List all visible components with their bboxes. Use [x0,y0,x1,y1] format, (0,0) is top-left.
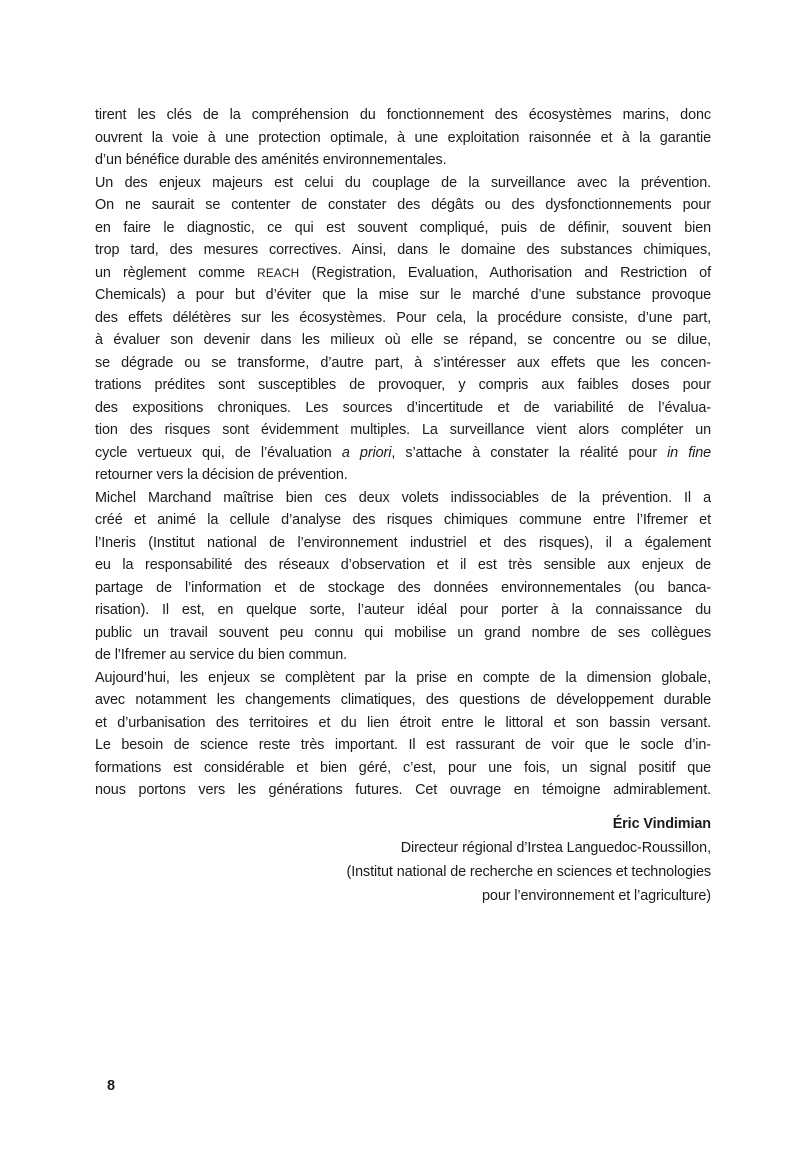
body-text: en faire le diagnostic, ce qui est souvent compliqué, puis de définir, souvent bien [95,219,711,236]
body-text: Le besoin de science reste très important. Il est rassurant de voir que le socle d’in- [95,737,711,753]
body-text: à évaluer son devenir dans les milieux où elle se répand, se concentre ou se dilue, [95,332,711,348]
text-line [95,127,711,150]
body-text: d’un bénéfice durable des aménités environnementales. [95,152,447,168]
body-text: trations prédites sont susceptibles de provoquer, y compris aux faibles doses pour [95,377,711,393]
paragraph [95,172,711,487]
signature-name: Éric Vindimian [612,815,711,832]
text-line [95,262,711,285]
body-text: retourner vers la décision de prévention. [95,467,348,483]
body-text: des expositions chroniques. Les sources d’incertitude et de variabilité de l’évalua- [95,399,711,416]
body-text: Chemicals) a pour but d’éviter que la mise sur le marché d’une substance provoque [95,287,711,303]
body-text: ouvrent la voie à une protection optimale, à une exploitation raisonnée et à la garantie [95,129,711,146]
text-line [95,284,711,307]
signature-role-line: pour l’environnement et l’agriculture) [482,887,711,904]
text-line [95,374,711,397]
body-text: , s’attache à constater la réalité pour [391,444,668,461]
text-line [95,487,711,510]
paragraphs-container [95,104,711,802]
signature-role-line: Directeur régional d’Irstea Languedoc-Roussillon, [400,839,711,856]
body-text: et d’urbanisation des territoires et du lien étroit entre le littoral et son bassin versant. [95,714,711,731]
text-line [95,397,711,420]
text-line [95,622,711,645]
signature-role-lines [95,836,711,908]
text-line [95,352,711,375]
body-text: Aujourd’hui, les enjeux se complètent par la prise en compte de la dimension globale, [95,669,711,686]
text-line [95,532,711,555]
body-text: public un travail souvent peu connu qui mobilise un grand nombre de ses collègues [95,624,711,641]
body-text: cycle vertueux qui, de l’évaluation [95,444,342,461]
italic-text: in fine [667,444,712,461]
text-line [95,554,711,577]
text-line [95,442,711,465]
body-text: se dégrade ou se transforme, d’autre part, à s’intéresser aux effets que les concen- [95,354,711,371]
signature-role-line: (Institut national de recherche en sciences et technologies [346,863,711,880]
paragraph [95,487,711,667]
text-line [95,194,711,217]
body-text: eu la responsabilité des réseaux d’observation et il est très sensible aux enjeux de [95,557,711,573]
body-text: tion des risques sont évidemment multiples. La surveillance vient alors compléter un [95,422,711,438]
italic-text: a priori [341,444,392,461]
body-text: de l’Ifremer au service du bien commun. [95,647,348,663]
text-line [95,599,711,622]
text-line [95,464,711,487]
text-line [95,577,711,600]
text-line [95,734,711,757]
body-text: tirent les clés de la compréhension du fonctionnement des écosystèmes marins, donc [95,107,711,123]
smallcaps-text: REACH [257,265,300,280]
text-line [95,509,711,532]
body-text: trop tard, des mesures correctives. Ainsi, dans le domaine des substances chimiques, [95,242,711,258]
body-text: avec notamment les changements climatiques, des questions de développement durable [95,692,711,708]
body-text: l’Ineris (Institut national de l’environnement industriel et des risques), il a également [95,534,711,551]
text-line [95,757,711,780]
body-text: un règlement comme [95,264,258,281]
body-text: Un des enjeux majeurs est celui du couplage de la surveillance avec la prévention. [95,174,711,191]
text-line [95,172,711,195]
body-text: créé et animé la cellule d’analyse des risques chimiques commune entre l’Ifremer et [95,512,711,528]
body-text: partage de l’information et de stockage des données environnementales (ou banca- [95,579,711,596]
text-line [95,104,711,127]
body-text: On ne saurait se contenter de constater des dégâts ou des dysfonctionnements pour [95,197,711,213]
text-line [95,239,711,262]
text-line [95,644,711,667]
body-text: risation). Il est, en quelque sorte, l’auteur idéal pour porter à la connaissance du [95,602,711,618]
body-text: des effets délétères sur les écosystèmes. Pour cela, la procédure consiste, d’une part, [95,309,711,326]
body-text: (Registration, Evaluation, Authorisation and Restriction of [299,264,711,281]
text-line [95,779,711,802]
body-text: Michel Marchand maîtrise bien ces deux volets indissociables de la prévention. Il a [95,489,711,506]
body-text: nous portons vers les générations futures. Cet ouvrage en témoigne admirablement. [95,782,711,798]
text-block [95,104,711,908]
text-line [95,217,711,240]
text-line [95,667,711,690]
body-text: formations est considérable et bien géré, c’est, pour une fois, un signal positif que [95,759,711,776]
page-number: 8 [107,1078,116,1094]
signature-block [95,812,711,908]
text-line [95,329,711,352]
text-line [95,712,711,735]
text-line [95,689,711,712]
paragraph [95,104,711,172]
text-line [95,419,711,442]
text-line [95,149,711,172]
text-line [95,307,711,330]
paragraph [95,667,711,802]
